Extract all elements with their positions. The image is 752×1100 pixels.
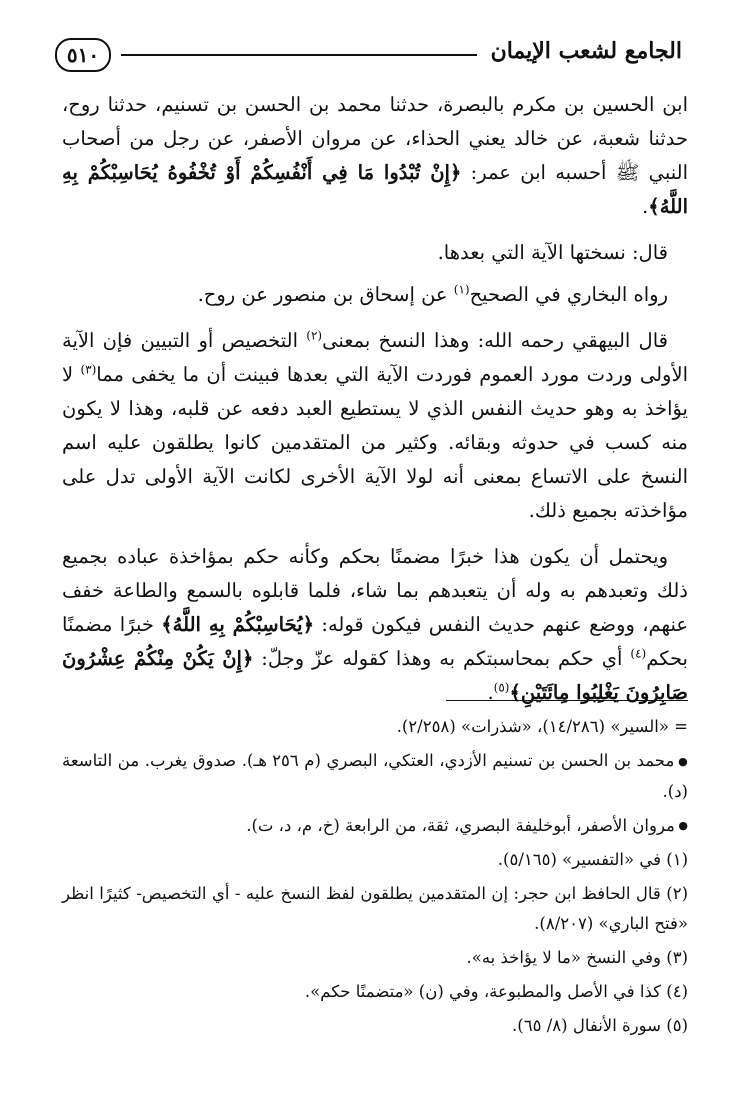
isnad-text: ابن الحسين بن مكرم بالبصرة، حدثنا محمد بن الحسن بن تسنيم، حدثنا روح، حدثنا شعبة، عن خالد يعني الحذاء، عن مروان الأصفر، عن رجل من أصحاب النبي ﷺ أحسبه ابن عمر:: [62, 93, 688, 184]
bukhari-text: رواه البخاري في الصحيح: [469, 283, 668, 306]
footnote-ref-3: (٣): [80, 362, 97, 377]
bayhaqi-text-2: التخصيص أو التبيين فإن الآية الأولى وردت مورد العموم فوردت الآية التي بعدها فبينت أن ما يخفى مما: [62, 329, 688, 386]
sentence-end: .: [642, 195, 649, 218]
bukhari-text-end: عن إسحاق بن منصور عن روح.: [197, 283, 454, 306]
header-rule: [121, 54, 477, 56]
footnote-ref-4: (٤): [630, 646, 647, 661]
bayhaqi-text: قال البيهقي رحمه الله: وهذا النسخ بمعنى: [322, 329, 668, 352]
footnote-bio-ibn-tasnim: ● محمد بن الحسن بن تسنيم الأزدي، العتكي، البصري (م ٢٥٦ هـ). صدوق يغرب. من التاسعة (د).: [62, 746, 688, 807]
page-header: [55, 36, 682, 76]
quran-verse: ﴿إِنْ تُبْدُوا مَا فِي أَنْفُسِكُمْ أَوْ تُخْفُوهُ يُحَاسِبْكُمْ بِهِ اللَّهُ﴾: [62, 161, 688, 218]
paragraph-qala: قال: نسختها الآية التي بعدها.: [437, 241, 668, 264]
footnote-ref-1: (١): [453, 282, 470, 297]
paragraph-bukhari: [62, 278, 688, 312]
footnote-2: (٢) قال الحافظ ابن حجر: إن المتقدمين يطلقون لفظ النسخ عليه - أي التخصيص- كثيرًا انظر «فتح الباري» (٨/٢٠٧).: [62, 884, 688, 933]
quran-verse-3: ﴿إِنْ يَكُنْ مِنْكُمْ عِشْرُونَ صَابِرُونَ يَغْلِبُوا مِائَتَيْنِ﴾: [62, 647, 688, 704]
footnote-ref-2: (٢): [306, 328, 323, 343]
yahtamil-text-2: خبرًا مضمنًا بحكم: [62, 613, 688, 670]
footnote-continuation: = «السير» (١٤/٢٨٦)، «شذرات» (٢/٢٥٨).: [396, 717, 688, 736]
footnote-5: (٥) سورة الأنفال (٨/ ٦٥).: [512, 1016, 688, 1035]
footnote-4: (٤) كذا في الأصل والمطبوعة، وفي (ن) «متضمنًا حكم».: [304, 982, 688, 1001]
sentence-end-2: .: [487, 681, 494, 704]
footnote-separator: [446, 700, 688, 701]
main-text: [62, 88, 688, 722]
quran-verse-2: ﴿يُحَاسِبْكُمْ بِهِ اللَّهُ﴾: [161, 613, 315, 636]
footnote-ref-5: (٥): [493, 680, 510, 695]
paragraph-bayhaqi: [62, 324, 688, 528]
page-number: ٥١٠: [55, 38, 111, 72]
yahtamil-text-3: أي حكم بمحاسبتكم به وهذا كقوله عزّ وجلّ:: [253, 647, 631, 670]
footnote-bio-marwan: ● مروان الأصفر، أبوخليفة البصري، ثقة، من الرابعة (خ، م، د، ت).: [62, 811, 688, 842]
footnotes: [62, 712, 688, 1045]
yahtamil-text: ويحتمل أن يكون هذا خبرًا مضمنًا بحكم وكأنه حكم بمؤاخذة عباده بجميع ذلك وتعبدهم به وله أن يتعبدهم بما شاء، فلما قابلوه بالسمع والطاعة خفف عنهم، ووضع عنهم حديث النفس فيكون قوله:: [62, 545, 688, 636]
footnote-1: (١) في «التفسير» (٥/١٦٥).: [497, 850, 688, 869]
paragraph-isnad: [62, 88, 688, 224]
bayhaqi-text-3: لا يؤاخذ به وهو حديث النفس الذي لا يستطيع العبد دفعه عن قلبه، وهذا لا يكون منه كسب في حدوثه وبقائه. وكثير من المتقدمين كانوا يطلقون عليه اسم النسخ على الاتساع بمعنى أنه لولا الآية الأخرى لكانت الآية الأولى تدل على مؤاخذته بجميع ذلك.: [62, 363, 688, 522]
footnote-3: (٣) وفي النسخ «ما لا يؤاخذ به».: [466, 948, 688, 967]
running-title: الجامع لشعب الإيمان: [490, 38, 682, 64]
paragraph-yahtamil: [62, 540, 688, 710]
